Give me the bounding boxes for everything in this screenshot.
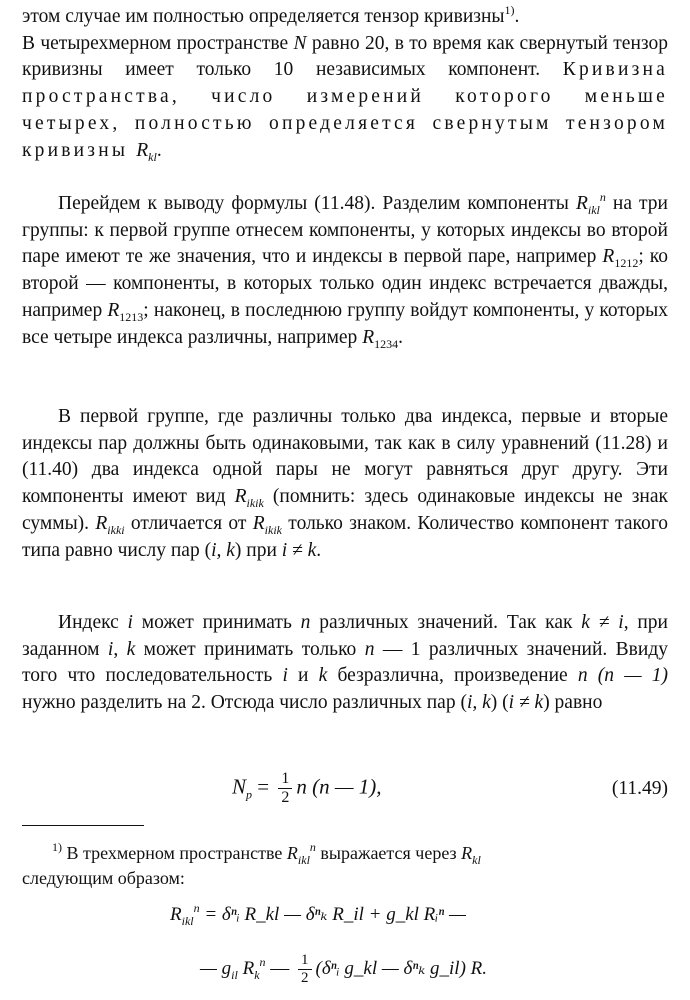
text: . xyxy=(156,139,162,161)
paragraph-3 xyxy=(22,404,668,564)
footnote xyxy=(22,841,668,891)
text: Перейдем к выводу формулы (11.48). Разделим компоненты xyxy=(58,193,576,214)
footnote-formula-line-1 xyxy=(22,902,690,929)
math-symbol: R xyxy=(234,486,247,508)
math-subscript: 1212 xyxy=(614,256,639,271)
math-subscript: 1234 xyxy=(374,336,399,351)
math-symbol: k xyxy=(318,665,328,687)
footnote-text xyxy=(22,841,668,866)
equation-body xyxy=(232,770,382,807)
math-superscript: n xyxy=(599,190,606,204)
text: , xyxy=(113,638,127,660)
math-subscript: kl xyxy=(148,149,157,164)
fraction-numerator: 1 xyxy=(298,952,312,970)
math-symbol: R xyxy=(575,193,588,214)
math-symbol: i ≠ k xyxy=(508,692,544,714)
text: . xyxy=(514,6,520,27)
math-symbol: R xyxy=(237,957,255,979)
math-expression: — g xyxy=(200,957,232,979)
fraction-denominator: 2 xyxy=(281,789,290,806)
text: В трехмерном пространстве xyxy=(62,843,287,863)
math-symbol: R xyxy=(286,843,298,863)
text: В четырехмерном пространстве xyxy=(22,32,294,54)
text: В первой группе, где различны только два индекса, первые и вторые индексы пар должны быть одинаковыми, так как в силу уравнений (11.28) и (11.40) два индекса одной пары не могут равняться друг другу. Эти компоненты имеют вид xyxy=(22,406,668,508)
math-symbol: k ≠ i xyxy=(581,612,624,633)
math-symbol: i xyxy=(107,638,114,660)
text: ) равно xyxy=(543,692,603,714)
text: отличается от xyxy=(124,512,253,534)
text: . xyxy=(316,539,322,561)
math-symbol: R xyxy=(107,299,120,321)
text: на три группы: к первой группе отнесем компоненты, у которых индексы во второй паре имеют те же значения, что и индексы в первой паре, например xyxy=(22,193,668,268)
text: равно 20, в то время как свернутый тензор кривизны имеет только 10 независимых компонент. xyxy=(22,32,668,81)
math-symbol: N xyxy=(232,774,247,799)
math-symbol: R xyxy=(170,904,182,925)
math-superscript: n xyxy=(193,901,200,915)
math-symbol: n (n — 1) xyxy=(577,665,669,687)
math-subscript: p xyxy=(246,787,253,802)
text: (помнить: здесь одинаковые индексы не знак суммы). xyxy=(22,486,668,534)
math-expression: (δⁿᵢ g_kl — δⁿₖ g_il) R. xyxy=(315,957,488,979)
text: ) ( xyxy=(490,692,509,714)
emphasized-text: Кривизна пространства, число измерений которого меньше четырех, полностью определяется свернутым тензором кривизны xyxy=(22,59,668,161)
math-symbol: R xyxy=(252,512,265,534)
text: различных значений. Так как xyxy=(310,612,582,633)
math-subscript: ikik xyxy=(246,496,264,511)
text: , при заданном xyxy=(22,612,668,660)
math-symbol: R xyxy=(95,512,108,534)
math-symbol: R xyxy=(602,246,615,268)
text: . xyxy=(398,326,403,348)
math-symbol: R xyxy=(136,139,149,161)
math-superscript: n xyxy=(259,954,266,969)
text: только знаком. Количество компонент такого типа равно числу пар ( xyxy=(22,512,669,561)
equals-sign: = xyxy=(252,774,275,799)
text: ) при xyxy=(234,539,282,561)
footnote-reference[interactable]: 1) xyxy=(504,3,515,17)
math-subscript: 1213 xyxy=(119,309,144,324)
fraction xyxy=(278,770,292,807)
math-subscript: il xyxy=(231,967,238,982)
text: этом случае им полностью определяется тензор кривизны xyxy=(22,6,505,27)
footnote-mark: 1) xyxy=(52,840,62,854)
math-subscript: ikik xyxy=(264,522,282,537)
math-symbol: n xyxy=(300,612,311,633)
math-symbol: k xyxy=(126,638,136,660)
footnote-text-continued: следующим образом: xyxy=(22,868,185,888)
math-symbol: i, k xyxy=(466,692,491,714)
footnote-divider xyxy=(22,825,144,826)
math-subscript: kl xyxy=(472,853,481,867)
fraction xyxy=(298,952,312,987)
equation-number: (11.49) xyxy=(611,778,668,799)
math-superscript: n xyxy=(309,840,316,854)
math-symbol: N xyxy=(293,32,307,54)
math-symbol: i xyxy=(127,612,133,633)
text: выражается через xyxy=(315,843,462,863)
paragraph-4 xyxy=(22,610,668,717)
text: ; ко второй — компоненты, в которых только один индекс встречается дважды, например xyxy=(22,246,669,321)
text: может принимать только xyxy=(135,638,365,660)
math-subscript: ikki xyxy=(107,522,125,537)
math-symbol: i ≠ k xyxy=(281,539,317,561)
math-symbol: R xyxy=(362,326,375,348)
paragraph-2 xyxy=(22,191,668,351)
math-symbol: i, k xyxy=(211,539,235,561)
text: Индекс xyxy=(58,612,128,633)
text: и xyxy=(287,665,319,687)
text: ; наконец, в последнюю группу войдут компоненты, у которых все четыре индекса различны, например xyxy=(22,299,668,348)
equation-11-49 xyxy=(22,762,668,822)
math-expression: n (n — 1), xyxy=(296,774,382,799)
footnote-formula-line-2 xyxy=(22,952,690,987)
math-symbol: R xyxy=(461,843,473,863)
text: нужно разделить на 2. Отсюда число различных пар ( xyxy=(22,692,467,714)
minus-sign: — xyxy=(265,957,295,979)
text: безразлична, произведение xyxy=(327,665,578,687)
math-subscript: k xyxy=(254,967,260,982)
text: может принимать xyxy=(132,612,301,633)
text: — 1 различных значений. Ввиду того что последовательность xyxy=(22,638,668,687)
math-expression: = δⁿᵢ R_kl — δⁿₖ R_il + g_kl Rᵢⁿ — xyxy=(204,904,466,925)
math-symbol: i xyxy=(282,665,288,687)
math-subscript: ikl xyxy=(181,914,194,928)
fraction-numerator: 1 xyxy=(278,770,292,789)
paragraph-1 xyxy=(22,4,668,164)
math-subscript: ikl xyxy=(587,203,600,217)
math-symbol: n xyxy=(364,638,375,660)
fraction-denominator: 2 xyxy=(301,970,309,986)
math-subscript: ikl xyxy=(297,853,310,867)
